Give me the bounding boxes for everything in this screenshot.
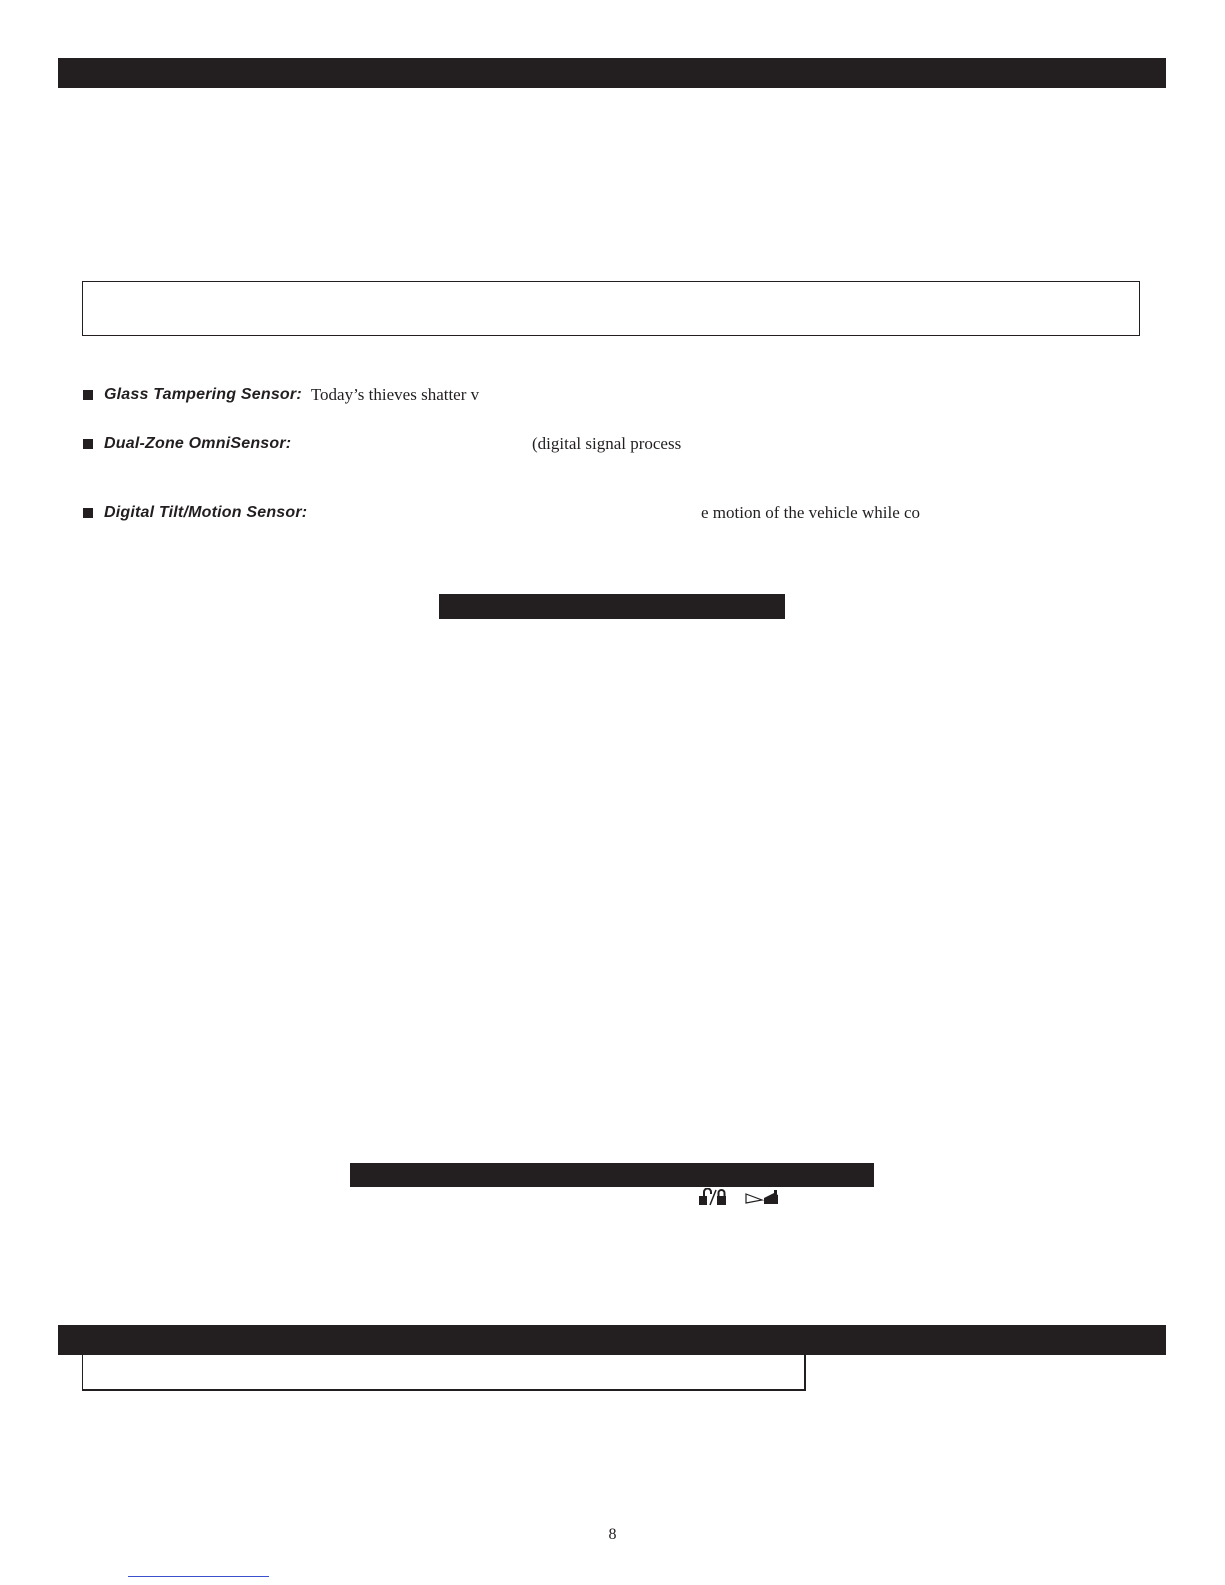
bottom-section-bar: [58, 1325, 1166, 1355]
sensor-text-omnisensor: (digital signal process: [532, 434, 682, 453]
note-box: [82, 281, 1140, 336]
bullet-digital-tilt-motion-sensor: [83, 503, 307, 523]
sensor-text-glass: Today’s thieves shatter v: [310, 385, 480, 404]
top-section-bar: [58, 58, 1166, 88]
sub-header-box: [82, 1355, 806, 1391]
footer-link-underline: [128, 1576, 269, 1577]
bullet-square-icon: [83, 439, 93, 449]
remote-start-icon: [744, 1188, 780, 1206]
page-number: 8: [608, 1526, 617, 1543]
section-heading-bar: [439, 594, 785, 619]
bullet-glass-tampering-sensor: [83, 385, 479, 405]
sensor-term-tilt-motion: Digital Tilt/Motion Sensor:: [104, 504, 308, 521]
bullet-square-icon: [83, 390, 93, 400]
bullet-dual-zone-omnisensor: [83, 434, 291, 454]
feature-icons: [698, 1187, 780, 1207]
lock-unlock-icon: [698, 1188, 732, 1206]
sensor-term-omnisensor: Dual-Zone OmniSensor:: [104, 435, 292, 452]
sensor-term-glass: Glass Tampering Sensor:: [104, 386, 302, 403]
section-heading-bar: [350, 1163, 874, 1187]
sensor-text-tilt-motion: e motion of the vehicle while co: [701, 503, 921, 522]
bullet-square-icon: [83, 508, 93, 518]
